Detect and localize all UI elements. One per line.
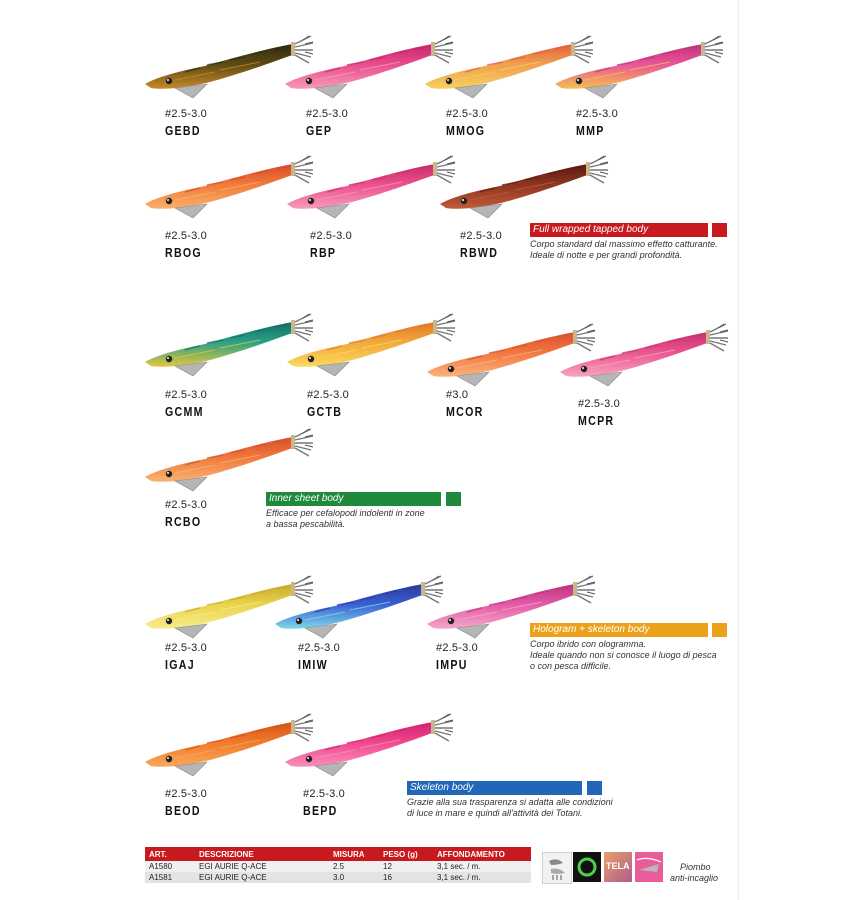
lure-code-label: GCMM: [165, 405, 204, 419]
table-row: [145, 872, 531, 883]
spec-cell: A1581: [145, 872, 195, 883]
lure-code-label: IGAJ: [165, 658, 195, 672]
squid-jig-icon: [560, 320, 745, 400]
feature-desc-line: Corpo ibrido con ologramma.: [530, 639, 647, 649]
lure-code-label: RBWD: [460, 246, 499, 260]
feature-desc-line: Grazie alla sua trasparenza si adatta alle condizioni: [407, 797, 613, 807]
spec-header-cell: DESCRIZIONE: [195, 847, 329, 861]
lure-size-label: #2.5-3.0: [303, 788, 345, 800]
feature-title: Skeleton body: [410, 782, 474, 793]
feature-title-bar: [530, 623, 708, 637]
feature-desc-line: Ideale di notte e per grandi profondità.: [530, 250, 683, 260]
lure-size-label: #2.5-3.0: [436, 642, 478, 654]
feature-description: [266, 508, 425, 530]
spec-header-cell: PESO (g): [379, 847, 433, 861]
feature-color-square: [712, 223, 727, 237]
lure-code-label: RCBO: [165, 515, 202, 529]
lure-size-label: #2.5-3.0: [307, 389, 349, 401]
lure-size-label: #2.5-3.0: [165, 642, 207, 654]
lure-size-label: #2.5-3.0: [578, 398, 620, 410]
lure-size-label: #2.5-3.0: [298, 642, 340, 654]
lure-size-label: #3.0: [446, 389, 469, 401]
spec-cell: 3,1 sec. / m.: [433, 872, 531, 883]
squid-jig-icon: [555, 32, 740, 112]
spec-cell: EGI AURIE Q-ACE: [195, 861, 329, 872]
feature-title: Full wrapped tapped body: [533, 224, 649, 235]
spec-header-row: [145, 847, 531, 861]
spec-header-cell: MISURA: [329, 847, 379, 861]
table-row: [145, 861, 531, 872]
lure-size-label: #2.5-3.0: [165, 788, 207, 800]
lure-code-label: MCPR: [578, 414, 615, 428]
lure-code-label: IMPU: [436, 658, 468, 672]
lure-code-label: GEBD: [165, 124, 201, 138]
glow-ring-icon: [573, 852, 601, 882]
piombo-line: Piombo: [680, 862, 711, 872]
feature-description: [530, 639, 717, 672]
squid-jig-icon: [285, 710, 470, 790]
spec-header-cell: AFFONDAMENTO: [433, 847, 531, 861]
squid-jig-icon: [440, 152, 625, 232]
piombo-line: anti-incaglio: [670, 873, 719, 883]
feature-title-bar: [407, 781, 582, 795]
feature-desc-line: Corpo standard dal massimo effetto catturante.: [530, 239, 718, 249]
feature-desc-line: o con pesca difficile.: [530, 661, 612, 671]
lure-size-label: #2.5-3.0: [306, 108, 348, 120]
spec-cell: 3,1 sec. / m.: [433, 861, 531, 872]
lure-code-label: RBOG: [165, 246, 202, 260]
feature-title: Hologram + skeleton body: [533, 624, 650, 635]
lure-code-label: BEOD: [165, 804, 201, 818]
spec-cell: 3.0: [329, 872, 379, 883]
feature-color-square: [446, 492, 461, 506]
feature-desc-line: di luce in mare e quindi all'attività dei Totani.: [407, 808, 583, 818]
lure-code-label: GEP: [306, 124, 333, 138]
spec-cell: 12: [379, 861, 433, 872]
lure-code-label: MMP: [576, 124, 605, 138]
lure-code-label: BEPD: [303, 804, 338, 818]
lure-size-label: #2.5-3.0: [446, 108, 488, 120]
feature-desc-line: Ideale quando non si conosce il luogo di pesca: [530, 650, 717, 660]
spec-header-cell: ART.: [145, 847, 195, 861]
lure-hook-icon: [542, 852, 572, 884]
lure-size-label: #2.5-3.0: [165, 108, 207, 120]
feature-color-square: [587, 781, 602, 795]
feature-color-square: [712, 623, 727, 637]
feature-desc-line: Efficace per cefalopodi indolenti in zone: [266, 508, 425, 518]
feature-title: Inner sheet body: [269, 493, 344, 504]
lure-size-label: #2.5-3.0: [310, 230, 352, 242]
feature-title-bar: [266, 492, 441, 506]
lure-code-label: GCTB: [307, 405, 343, 419]
lead-sinker-icon: [635, 852, 663, 882]
lure-code-label: MMOG: [446, 124, 486, 138]
feature-description: [530, 239, 718, 261]
feature-description: [407, 797, 613, 819]
spec-cell: 16: [379, 872, 433, 883]
lure-size-label: #2.5-3.0: [460, 230, 502, 242]
lure-code-label: MCOR: [446, 405, 484, 419]
page-edge: [738, 0, 739, 900]
spec-cell: EGI AURIE Q-ACE: [195, 872, 329, 883]
spec-table: [145, 847, 531, 883]
lure-size-label: #2.5-3.0: [576, 108, 618, 120]
spec-cell: 2.5: [329, 861, 379, 872]
lure-size-label: #2.5-3.0: [165, 230, 207, 242]
lure-size-label: #2.5-3.0: [165, 389, 207, 401]
feature-desc-line: a bassa pescabilità.: [266, 519, 346, 529]
piombo-label: [670, 862, 718, 884]
tela-icon: [604, 852, 632, 882]
tela-label: TELA: [606, 861, 630, 871]
lure-size-label: #2.5-3.0: [165, 499, 207, 511]
lure-code-label: RBP: [310, 246, 337, 260]
lure-code-label: IMIW: [298, 658, 328, 672]
feature-title-bar: [530, 223, 708, 237]
spec-cell: A1580: [145, 861, 195, 872]
